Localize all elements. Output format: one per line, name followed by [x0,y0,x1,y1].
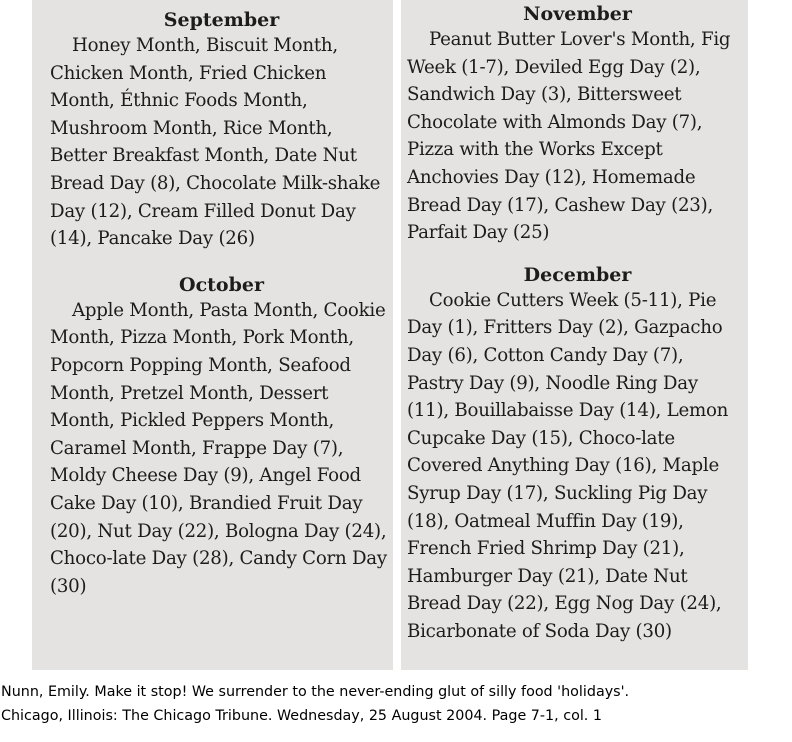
left-column [32,0,393,670]
month-block-november [407,2,748,247]
citation-line-1: Nunn, Emily. Make it stop! We surrender to the never-ending glut of silly food 'holidays'. [1,684,630,700]
right-column [401,0,748,670]
month-heading: December [523,263,632,286]
month-observances: Honey Month, Biscuit Month, Chicken Month, Fried Chicken Month, Éthnic Foods Month, Mushroom Month, Rice Month, Better Breakfast Month, Date Nut Bread Day (8), Chocolate Milk-shake Day (12), Cream Filled Donut Day (14), Pancake Day (26) [50,35,381,250]
month-block-september [50,8,393,253]
month-observances: Cookie Cutters Week (5-11), Pie Day (1), Fritters Day (2), Gazpacho Day (6), Cotton Candy Day (7), Pastry Day (9), Noodle Ring Day (11), Bouillabaisse Day (14), Lemon Cupcake Day (15), Choco-late Covered Anything Day (16), Maple Syrup Day (17), Suckling Pig Day (18), Oatmeal Muffin Day (19), French Fried Shrimp Day (21), Hamburger Day (21), Date Nut Bread Day (22), Egg Nog Day (24), Bicarbonate of Soda Day (30) [407,289,729,642]
month-observances: Peanut Butter Lover's Month, Fig Week (1-7), Deviled Egg Day (2), Sandwich Day (3), Bittersweet Chocolate with Almonds Day (7), Pizza with the Works Except Anchovies Day (12), Homemade Bread Day (17), Cashew Day (23), Parfait Day (25) [407,29,731,244]
month-heading: November [523,3,632,25]
citation [0,680,792,728]
month-heading: October [179,273,264,296]
month-block-october [50,273,393,601]
citation-line-2: Chicago, Illinois: The Chicago Tribune. Wednesday, 25 August 2004. Page 7-1, col. 1 [1,708,602,724]
month-block-december [407,263,748,646]
month-observances: Apple Month, Pasta Month, Cookie Month, Pizza Month, Pork Month, Popcorn Popping Month, Seafood Month, Pretzel Month, Dessert Month, Pickled Peppers Month, Caramel Month, Frappe Day (7), Moldy Cheese Day (9), Angel Food Cake Day (10), Brandied Fruit Day (20), Nut Day (22), Bologna Day (24), Choco-late Day (28), Candy Corn Day (30) [50,299,387,597]
month-heading: September [163,9,280,31]
